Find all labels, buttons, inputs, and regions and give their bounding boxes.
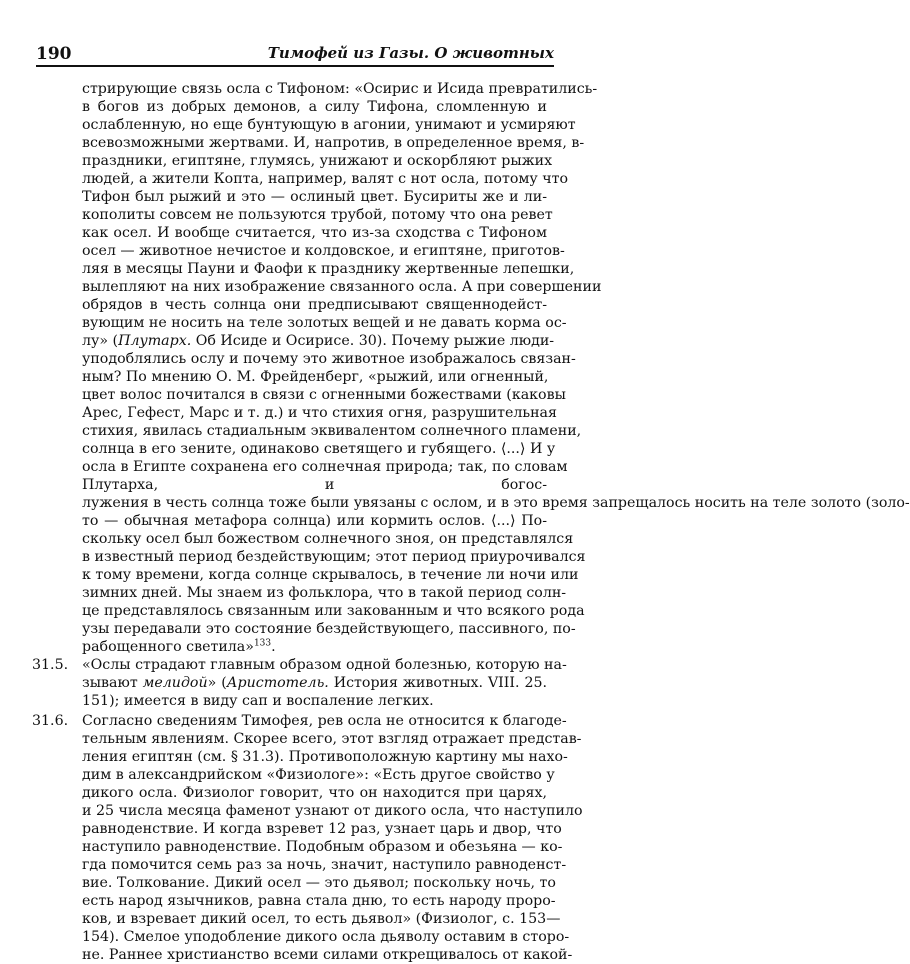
text-line: к тому времени, когда солнце скрывалось, в течение ли ночи или xyxy=(82,567,579,583)
text-line: дим в александрийском «Физиологе»: «Есть другое свойство у xyxy=(82,767,555,783)
text-line: тельным явлениям. Скорее всего, этот взгляд отражает представ- xyxy=(82,731,582,747)
text-line: есть народ язычников, равна стала дню, то есть народу проро- xyxy=(82,893,556,909)
text-line: стихия, явилась стадиальным эквивалентом солнечного пламени, xyxy=(82,423,582,439)
text-line: «Ослы страдают главным образом одной болезнью, которую на- xyxy=(82,657,567,673)
text-line: Плутарха, и богос- xyxy=(82,477,547,493)
text-line: то — обычная метафора солнца) или кормить ослов. ⟨...⟩ По- xyxy=(82,513,547,529)
section-number: 31.5. xyxy=(32,657,69,673)
text-line: ления египтян (см. § 31.3). Противоположную картину мы нахо- xyxy=(82,749,568,765)
text-line: лу» (Плутарх. Об Исиде и Осирисе. 30). Почему рыжие люди- xyxy=(82,333,555,349)
text-line: людей, а жители Копта, например, валят с нот осла, потому что xyxy=(82,171,569,187)
text-line: дикого осла. Физиолог говорит, что он находится при царях, xyxy=(82,785,547,801)
text-line: 151); имеется в виду сап и воспаление легких. xyxy=(82,693,434,709)
text-line: в богов из добрых демонов, а силу Тифона, сломленную и xyxy=(82,99,547,115)
text-line: праздники, египтяне, глумясь, унижают и оскорбляют рыжих xyxy=(82,153,553,169)
text-line: кополиты совсем не пользуются трубой, потому что она ревет xyxy=(82,207,553,223)
text-line: Согласно сведениям Тимофея, рев осла не относится к благоде- xyxy=(82,713,567,729)
text-line: вылепляют на них изображение связанного осла. А при совершении xyxy=(82,279,602,295)
text-line: не. Раннее христианство всеми силами открещивалось от какой- xyxy=(82,947,573,963)
text-line: равноденствие. И когда взревет 12 раз, узнает царь и двор, что xyxy=(82,821,562,837)
text-line: ослабленную, но еще бунтующую в агонии, унимают и усмиряют xyxy=(82,117,576,133)
text-line: ков, и взревает дикий осел, то есть дьявол» (Физиолог, с. 153— xyxy=(82,911,561,927)
text-line: зимних дней. Мы знаем из фольклора, что в такой период солн- xyxy=(82,585,567,601)
text-line: вие. Толкование. Дикий осел — это дьявол; поскольку ночь, то xyxy=(82,875,556,891)
text-line: вующим не носить на теле золотых вещей и не давать корма ос- xyxy=(82,315,567,331)
text-line: и 25 числа месяца фаменот узнают от дикого осла, что наступило xyxy=(82,803,583,819)
text-line: цвет волос почитался в связи с огненными божествами (каковы xyxy=(82,387,566,403)
text-line: ным? По мнению О. М. Фрейденберг, «рыжий, или огненный, xyxy=(82,369,549,385)
text-line: уподоблялись ослу и почему это животное изображалось связан- xyxy=(82,351,576,367)
page-number: 190 xyxy=(36,44,72,64)
text-line: рабощенного светила»$^{133}$. xyxy=(82,638,276,655)
text-line: стрирующие связь осла с Тифоном: «Осирис и Исида превратились- xyxy=(82,81,598,97)
running-head: Тимофей из Газы. О животных xyxy=(267,44,554,62)
text-line: осел — животное нечистое и колдовское, и египтяне, приготов- xyxy=(82,243,565,259)
text-line: Арес, Гефест, Марс и т. д.) и что стихия огня, разрушительная xyxy=(82,405,557,421)
text-line: осла в Египте сохранена его солнечная природа; так, по словам xyxy=(82,459,568,475)
header-rule xyxy=(36,65,554,67)
text-line: наступило равноденствие. Подобным образом и обезьяна — ко- xyxy=(82,839,563,855)
text-line: обрядов в честь солнца они предписывают священнодейст- xyxy=(82,297,547,313)
text-line: 154). Смелое уподобление дикого осла дьяволу оставим в сторо- xyxy=(82,929,570,945)
text-line: как осел. И вообще считается, что из-за сходства с Тифоном xyxy=(82,225,547,241)
text-line: узы передавали это состояние бездействующего, пассивного, по- xyxy=(82,621,576,637)
text-line: Тифон был рыжий и это — ослиный цвет. Бусириты же и ли- xyxy=(82,189,547,205)
text-line: це представлялось связанным или закованным и что всякого рода xyxy=(82,603,585,619)
text-line: гда помочится семь раз за ночь, значит, наступило равноденст- xyxy=(82,857,567,873)
text-line: солнца в его зените, одинаково светящего и губящего. ⟨...⟩ И у xyxy=(82,441,556,457)
text-line: скольку осел был божеством солнечного зноя, он представлялся xyxy=(82,531,574,547)
text-line: всевозможными жертвами. И, напротив, в определенное время, в- xyxy=(82,135,585,151)
section-number: 31.6. xyxy=(32,713,69,729)
text-line: в известный период бездействующим; этот период приурочивался xyxy=(82,549,586,565)
text-line: лужения в честь солнца тоже были увязаны с ослом, и в это время запрещалось носить на теле золото (золо- xyxy=(82,495,910,511)
text-line: ляя в месяцы Пауни и Фаофи к празднику жертвенные лепешки, xyxy=(82,261,575,277)
text-line: зывают мелидой» (Аристотель. История животных. VIII. 25. xyxy=(82,675,548,691)
